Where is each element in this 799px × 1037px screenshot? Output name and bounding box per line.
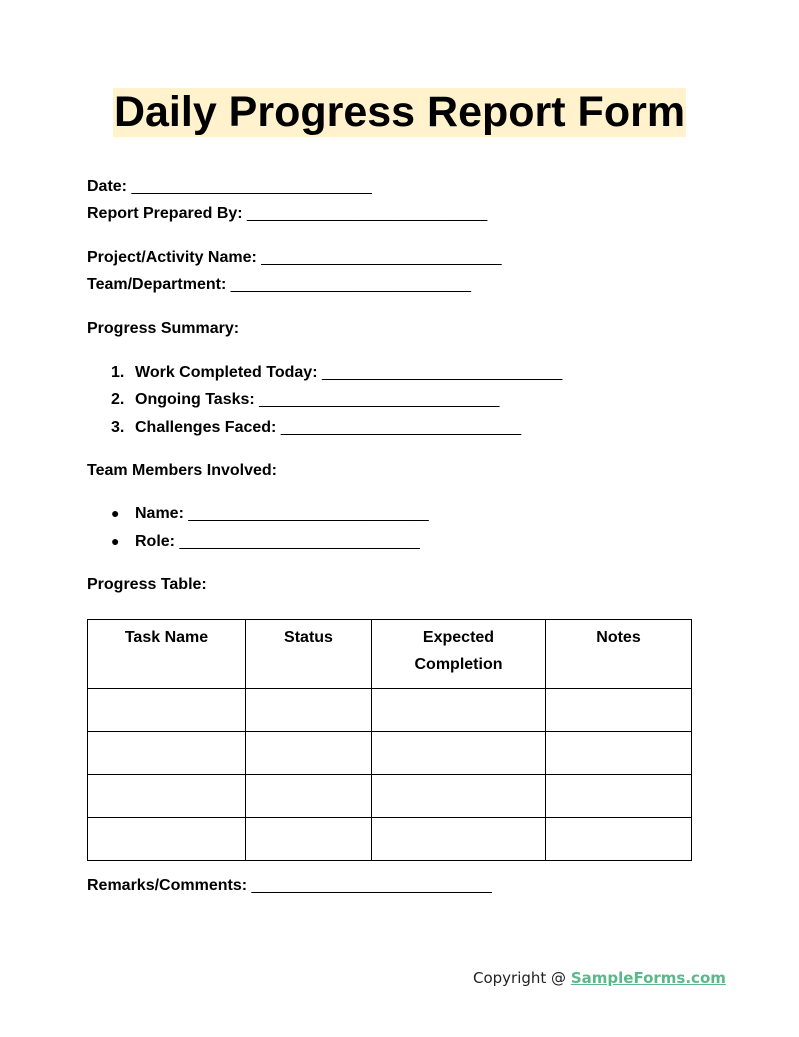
progress-summary-heading: Progress Summary: <box>87 320 240 337</box>
date-field[interactable]: Date: ___________________________ <box>87 178 372 195</box>
table-cell[interactable] <box>88 689 246 732</box>
progress-table-heading: Progress Table: <box>87 576 207 593</box>
col-status: Status <box>246 620 372 689</box>
remarks-blank[interactable]: ___________________________ <box>251 877 492 894</box>
sampleforms-link[interactable]: SampleForms.com <box>570 969 726 987</box>
team-members-heading: Team Members Involved: <box>87 462 277 479</box>
table-cell[interactable] <box>88 775 246 818</box>
remarks-field[interactable]: Remarks/Comments: ___________________________ <box>87 877 492 894</box>
table-cell[interactable] <box>88 818 246 861</box>
prepared-by-field[interactable]: Report Prepared By: ___________________________ <box>87 205 488 222</box>
summary-item[interactable]: 3. Challenges Faced: ___________________________ <box>111 419 522 436</box>
bullet-icon: ● <box>111 505 120 521</box>
table-cell[interactable] <box>546 775 692 818</box>
progress-table <box>87 619 692 861</box>
table-cell[interactable] <box>246 775 372 818</box>
summary-item[interactable]: 2. Ongoing Tasks: ___________________________ <box>111 391 500 408</box>
project-field[interactable]: Project/Activity Name: ___________________________ <box>87 249 502 266</box>
footer-copyright: Copyright @ SampleForms.com <box>473 969 726 987</box>
summary-item[interactable]: 1. Work Completed Today: ___________________________ <box>111 364 563 381</box>
team-blank[interactable]: ___________________________ <box>230 276 472 293</box>
page-title: Daily Progress Report Form <box>113 88 686 136</box>
member-item[interactable]: ● Name: ___________________________ <box>111 505 429 522</box>
table-cell[interactable] <box>246 818 372 861</box>
date-blank[interactable]: ___________________________ <box>131 178 372 195</box>
table-cell[interactable] <box>372 689 546 732</box>
table-cell[interactable] <box>546 732 692 775</box>
col-task-name: Task Name <box>88 620 246 689</box>
project-blank[interactable]: ___________________________ <box>261 249 502 266</box>
bullet-icon: ● <box>111 533 120 549</box>
member-item[interactable]: ● Role: ___________________________ <box>111 533 420 550</box>
table-cell[interactable] <box>372 775 546 818</box>
table-cell[interactable] <box>372 732 546 775</box>
table-cell[interactable] <box>88 732 246 775</box>
table-cell[interactable] <box>546 818 692 861</box>
table-row <box>88 775 692 818</box>
table-row <box>88 732 692 775</box>
table-row <box>88 689 692 732</box>
prepared-by-blank[interactable]: ___________________________ <box>247 205 488 222</box>
col-expected-completion: Expected Completion <box>372 620 546 689</box>
table-cell[interactable] <box>372 818 546 861</box>
table-cell[interactable] <box>546 689 692 732</box>
table-cell[interactable] <box>246 689 372 732</box>
team-field[interactable]: Team/Department: ___________________________ <box>87 276 472 293</box>
table-header-row <box>88 620 692 689</box>
table-cell[interactable] <box>246 732 372 775</box>
table-row <box>88 818 692 861</box>
col-notes: Notes <box>546 620 692 689</box>
